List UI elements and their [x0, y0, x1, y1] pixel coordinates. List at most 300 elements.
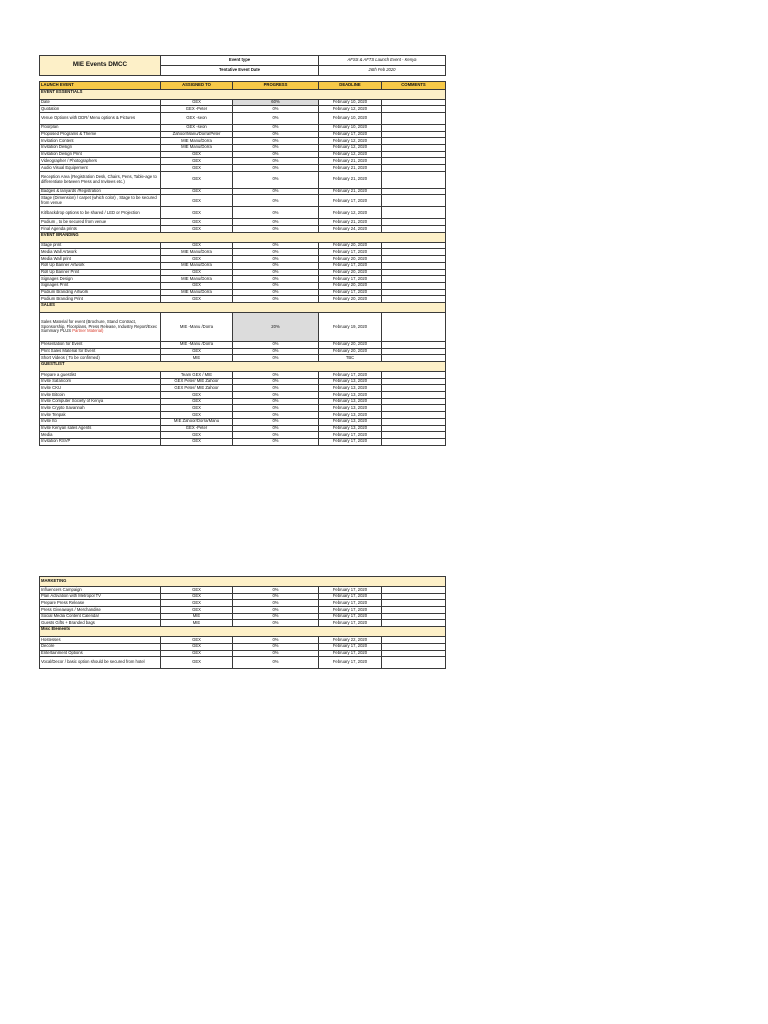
deadline-cell[interactable]: February 13, 2020 — [319, 425, 382, 432]
comments-cell[interactable] — [382, 171, 446, 188]
event-date-label[interactable]: Tentative Event Date — [161, 66, 319, 76]
task-text: Invite Kenyan sales Agents — [41, 425, 92, 431]
deadline-cell[interactable]: February 17, 2020 — [319, 620, 382, 627]
deadline-cell[interactable]: February 17, 2020 — [319, 131, 382, 138]
progress-cell[interactable]: 0% — [233, 341, 319, 348]
task-text: Plan Activation with Metropol TV — [41, 593, 101, 599]
assigned-cell[interactable]: MIE — [161, 355, 233, 362]
task-text: Invite Ito — [41, 418, 57, 424]
comments-cell[interactable] — [382, 188, 446, 195]
deadline-cell[interactable]: February 17, 2020 — [319, 438, 382, 445]
assigned-cell[interactable]: GEX — [161, 593, 233, 600]
comments-cell[interactable] — [382, 418, 446, 425]
task-text: Hostesses — [41, 636, 61, 642]
task-cell[interactable] — [40, 412, 161, 419]
progress-cell[interactable]: 0% — [233, 131, 319, 138]
assigned-cell[interactable]: Zahoor/Manu/Dorra/Peter — [161, 131, 233, 138]
task-text: Reception Area (Registration Desk, Chairs, Pens, Table-age to differentiate between Press and Invitees etc.) — [41, 174, 157, 184]
event-type-label[interactable]: Event type — [161, 56, 319, 66]
progress-cell[interactable]: 0% — [233, 144, 319, 151]
progress-cell[interactable]: 0% — [233, 195, 319, 207]
deadline-cell[interactable]: February 20, 2020 — [319, 282, 382, 289]
progress-cell[interactable]: 0% — [233, 593, 319, 600]
progress-cell[interactable]: 0% — [233, 188, 319, 195]
comments-cell[interactable] — [382, 587, 446, 594]
progress-cell[interactable]: 0% — [233, 249, 319, 256]
task-cell[interactable] — [40, 312, 161, 341]
deadline-cell[interactable]: February 17, 2020 — [319, 195, 382, 207]
assigned-cell[interactable]: GEX — [161, 165, 233, 172]
comments-cell[interactable] — [382, 242, 446, 249]
assigned-cell[interactable]: MIE Manu/Dorra — [161, 249, 233, 256]
task-cell[interactable] — [40, 158, 161, 165]
task-row — [40, 637, 446, 644]
assigned-cell[interactable]: GEX -seon — [161, 112, 233, 124]
progress-cell[interactable]: 0% — [233, 405, 319, 412]
deadline-cell[interactable]: TBC — [319, 355, 382, 362]
task-cell[interactable] — [40, 432, 161, 439]
task-cell[interactable] — [40, 392, 161, 399]
task-cell[interactable] — [40, 138, 161, 145]
comments-cell[interactable] — [382, 269, 446, 276]
assigned-cell[interactable]: GEX — [161, 242, 233, 249]
progress-cell[interactable]: 0% — [233, 296, 319, 303]
deadline-cell[interactable]: February 12, 2020 — [319, 106, 382, 113]
task-cell[interactable] — [40, 607, 161, 614]
task-row — [40, 249, 446, 256]
progress-cell[interactable]: 0% — [233, 289, 319, 296]
deadline-cell[interactable]: February 17, 2020 — [319, 276, 382, 283]
section-title[interactable]: EVENT ESSENTIALS — [40, 89, 446, 99]
task-row — [40, 643, 446, 650]
comments-cell[interactable] — [382, 219, 446, 226]
task-cell[interactable] — [40, 348, 161, 355]
task-row — [40, 312, 446, 341]
deadline-cell[interactable]: February 12, 2020 — [319, 207, 382, 219]
deadline-cell[interactable]: February 17, 2020 — [319, 607, 382, 614]
task-cell[interactable] — [40, 385, 161, 392]
progress-cell[interactable]: 0% — [233, 276, 319, 283]
event-date-value[interactable]: 26th Feb 2020 — [319, 66, 446, 76]
task-cell[interactable] — [40, 620, 161, 627]
deadline-cell[interactable]: February 20, 2020 — [319, 242, 382, 249]
assigned-cell[interactable]: GEX — [161, 188, 233, 195]
task-cell[interactable] — [40, 269, 161, 276]
comments-cell[interactable] — [382, 289, 446, 296]
progress-cell[interactable]: 0% — [233, 355, 319, 362]
deadline-cell[interactable]: February 20, 2020 — [319, 256, 382, 263]
task-cell[interactable] — [40, 151, 161, 158]
assigned-cell[interactable]: MIE -Manu /Dorra — [161, 312, 233, 341]
task-cell[interactable] — [40, 355, 161, 362]
progress-cell[interactable]: 0% — [233, 151, 319, 158]
task-cell[interactable] — [40, 650, 161, 657]
task-cell[interactable] — [40, 398, 161, 405]
task-text: Date — [41, 99, 50, 105]
assigned-cell[interactable]: GEX — [161, 207, 233, 219]
progress-cell[interactable]: 0% — [233, 650, 319, 657]
deadline-cell[interactable]: February 19, 2020 — [319, 312, 382, 341]
assigned-cell[interactable]: GEX — [161, 158, 233, 165]
comments-cell[interactable] — [382, 296, 446, 303]
comments-cell[interactable] — [382, 207, 446, 219]
task-row — [40, 372, 446, 379]
comments-cell[interactable] — [382, 262, 446, 269]
assigned-cell[interactable]: GEX — [161, 99, 233, 106]
task-cell[interactable] — [40, 372, 161, 379]
deadline-cell[interactable]: February 12, 2020 — [319, 138, 382, 145]
comments-cell[interactable] — [382, 341, 446, 348]
assigned-cell[interactable]: GEX — [161, 432, 233, 439]
comments-cell[interactable] — [382, 432, 446, 439]
progress-cell[interactable]: 0% — [233, 637, 319, 644]
section-title[interactable]: MARKETING — [40, 577, 446, 587]
comments-cell[interactable] — [382, 650, 446, 657]
assigned-cell[interactable]: GEX — [161, 650, 233, 657]
comments-cell[interactable] — [382, 620, 446, 627]
task-text: Media Wall Artwork — [41, 248, 77, 254]
assigned-cell[interactable]: GEX — [161, 607, 233, 614]
assigned-cell[interactable]: GEX — [161, 438, 233, 445]
assigned-cell[interactable]: GEX — [161, 637, 233, 644]
task-cell[interactable] — [40, 195, 161, 207]
task-cell[interactable] — [40, 418, 161, 425]
task-text: Invite CKU — [41, 384, 62, 390]
comments-cell[interactable] — [382, 398, 446, 405]
section-title[interactable]: EVENT BRANDING — [40, 232, 446, 242]
task-row — [40, 144, 446, 151]
assigned-cell[interactable]: Team GEX / MIE — [161, 372, 233, 379]
deadline-cell[interactable]: February 22, 2020 — [319, 637, 382, 644]
progress-cell[interactable]: 0% — [233, 425, 319, 432]
comments-cell[interactable] — [382, 392, 446, 399]
task-cell[interactable] — [40, 124, 161, 131]
progress-cell[interactable]: 0% — [233, 165, 319, 172]
task-cell[interactable] — [40, 593, 161, 600]
assigned-cell[interactable]: GEX Peter/ MIE Zahoor — [161, 385, 233, 392]
assigned-cell[interactable]: GEX — [161, 405, 233, 412]
task-cell[interactable] — [40, 165, 161, 172]
progress-cell[interactable]: 0% — [233, 269, 319, 276]
assigned-cell[interactable]: GEX — [161, 256, 233, 263]
assigned-cell[interactable]: MIE — [161, 613, 233, 620]
progress-cell[interactable]: 0% — [233, 620, 319, 627]
section-title[interactable]: SALES — [40, 302, 446, 312]
progress-cell[interactable]: 0% — [233, 385, 319, 392]
task-text: Signages Print — [41, 282, 69, 288]
task-cell[interactable] — [40, 425, 161, 432]
comments-cell[interactable] — [382, 378, 446, 385]
task-cell[interactable] — [40, 99, 161, 106]
comments-cell[interactable] — [382, 312, 446, 341]
deadline-cell[interactable]: February 17, 2020 — [319, 262, 382, 269]
assigned-cell[interactable]: GEX — [161, 643, 233, 650]
task-cell[interactable] — [40, 276, 161, 283]
task-cell[interactable] — [40, 242, 161, 249]
progress-cell[interactable]: 20% — [233, 312, 319, 341]
task-cell[interactable] — [40, 282, 161, 289]
deadline-cell[interactable]: February 12, 2020 — [319, 151, 382, 158]
task-cell[interactable] — [40, 378, 161, 385]
deadline-cell[interactable]: February 20, 2020 — [319, 296, 382, 303]
task-cell[interactable] — [40, 226, 161, 233]
assigned-cell[interactable]: GEX — [161, 392, 233, 399]
assigned-cell[interactable]: MIE Manu/Dorra — [161, 138, 233, 145]
progress-cell[interactable]: 0% — [233, 219, 319, 226]
progress-cell[interactable]: 0% — [233, 171, 319, 188]
comments-cell[interactable] — [382, 99, 446, 106]
deadline-cell[interactable]: February 17, 2020 — [319, 657, 382, 669]
progress-cell[interactable]: 60% — [233, 99, 319, 106]
progress-cell[interactable]: 0% — [233, 158, 319, 165]
assigned-cell[interactable]: MIE Manu/Dorra — [161, 144, 233, 151]
comments-cell[interactable] — [382, 593, 446, 600]
comments-cell[interactable] — [382, 131, 446, 138]
col-header-comments[interactable]: COMMENTS — [382, 82, 446, 90]
comments-cell[interactable] — [382, 282, 446, 289]
task-cell[interactable] — [40, 657, 161, 669]
progress-cell[interactable]: 0% — [233, 124, 319, 131]
task-cell[interactable] — [40, 341, 161, 348]
comments-cell[interactable] — [382, 412, 446, 419]
comments-cell[interactable] — [382, 124, 446, 131]
comments-cell[interactable] — [382, 276, 446, 283]
assigned-cell[interactable]: GEX Peter/ MIE Zahoor — [161, 378, 233, 385]
progress-cell[interactable]: 0% — [233, 613, 319, 620]
assigned-cell[interactable]: MIE -Manu /Dorra — [161, 341, 233, 348]
comments-cell[interactable] — [382, 138, 446, 145]
task-text: Final Agenda prints — [41, 225, 77, 231]
deadline-cell[interactable]: February 10, 2020 — [319, 112, 382, 124]
deadline-cell[interactable]: February 13, 2020 — [319, 405, 382, 412]
assigned-cell[interactable]: GEX — [161, 657, 233, 669]
assigned-cell[interactable]: GEX — [161, 226, 233, 233]
assigned-cell[interactable]: GEX — [161, 296, 233, 303]
comments-cell[interactable] — [382, 165, 446, 172]
assigned-cell[interactable]: GEX — [161, 600, 233, 607]
deadline-cell[interactable]: February 17, 2020 — [319, 650, 382, 657]
col-header-assigned[interactable]: ASSIGNED TO — [161, 82, 233, 90]
comments-cell[interactable] — [382, 643, 446, 650]
comments-cell[interactable] — [382, 637, 446, 644]
assigned-cell[interactable]: MIE Zahoor/Dorra/Manu — [161, 418, 233, 425]
comments-cell[interactable] — [382, 151, 446, 158]
col-header-progress[interactable]: PROGRESS — [233, 82, 319, 90]
assigned-cell[interactable]: GEX — [161, 219, 233, 226]
task-cell[interactable] — [40, 171, 161, 188]
assigned-cell[interactable]: GEX — [161, 171, 233, 188]
progress-cell[interactable]: 0% — [233, 657, 319, 669]
task-text: Social Media Content Calendar — [41, 613, 99, 619]
assigned-cell[interactable]: GEX -Peter — [161, 425, 233, 432]
assigned-cell[interactable]: MIE Manu/Dorra — [161, 289, 233, 296]
task-cell[interactable] — [40, 296, 161, 303]
task-cell[interactable] — [40, 106, 161, 113]
task-cell[interactable] — [40, 438, 161, 445]
task-row — [40, 593, 446, 600]
deadline-cell[interactable]: February 13, 2020 — [319, 392, 382, 399]
company-title[interactable]: MIE Events DMCC — [40, 56, 161, 76]
comments-cell[interactable] — [382, 372, 446, 379]
assigned-cell[interactable]: MIE Manu/Dorra — [161, 262, 233, 269]
task-cell[interactable] — [40, 637, 161, 644]
deadline-cell[interactable]: February 17, 2020 — [319, 372, 382, 379]
progress-cell[interactable]: 0% — [233, 106, 319, 113]
deadline-cell[interactable]: February 24, 2020 — [319, 226, 382, 233]
task-row — [40, 398, 446, 405]
assigned-cell[interactable]: GEX — [161, 398, 233, 405]
comments-cell[interactable] — [382, 106, 446, 113]
deadline-cell[interactable]: February 17, 2020 — [319, 587, 382, 594]
col-header-deadline[interactable]: DEADLINE — [319, 82, 382, 90]
comments-cell[interactable] — [382, 256, 446, 263]
task-cell[interactable] — [40, 188, 161, 195]
comments-cell[interactable] — [382, 613, 446, 620]
comments-cell[interactable] — [382, 405, 446, 412]
deadline-cell[interactable]: February 17, 2020 — [319, 249, 382, 256]
deadline-cell[interactable]: February 21, 2020 — [319, 188, 382, 195]
progress-cell[interactable]: 0% — [233, 348, 319, 355]
progress-cell[interactable]: 0% — [233, 226, 319, 233]
assigned-cell[interactable]: GEX — [161, 282, 233, 289]
comments-cell[interactable] — [382, 438, 446, 445]
assigned-cell[interactable]: GEX — [161, 269, 233, 276]
deadline-cell[interactable]: February 13, 2020 — [319, 385, 382, 392]
task-cell[interactable] — [40, 207, 161, 219]
progress-cell[interactable]: 0% — [233, 282, 319, 289]
comments-cell[interactable] — [382, 607, 446, 614]
section-title[interactable]: GUESTLIST — [40, 362, 446, 372]
deadline-cell[interactable]: February 17, 2020 — [319, 613, 382, 620]
section-header-marketing — [40, 577, 446, 587]
deadline-cell[interactable]: February 21, 2020 — [319, 158, 382, 165]
deadline-cell[interactable]: February 13, 2020 — [319, 378, 382, 385]
assigned-cell[interactable]: MIE Manu/Dorra — [161, 276, 233, 283]
progress-cell[interactable]: 0% — [233, 587, 319, 594]
progress-cell[interactable]: 0% — [233, 372, 319, 379]
deadline-cell[interactable]: February 20, 2020 — [319, 348, 382, 355]
deadline-cell[interactable]: February 12, 2020 — [319, 144, 382, 151]
task-text: Videographer / Photographers — [41, 157, 98, 163]
deadline-cell[interactable]: February 21, 2020 — [319, 219, 382, 226]
comments-cell[interactable] — [382, 158, 446, 165]
assigned-cell[interactable]: GEX — [161, 348, 233, 355]
deadline-cell[interactable]: February 10, 2020 — [319, 99, 382, 106]
deadline-cell[interactable]: February 17, 2020 — [319, 600, 382, 607]
task-row — [40, 607, 446, 614]
section-title[interactable]: Misc Elements — [40, 627, 446, 637]
event-planner-sheet — [39, 55, 445, 446]
assigned-cell[interactable]: GEX — [161, 151, 233, 158]
assigned-cell[interactable]: GEX — [161, 412, 233, 419]
progress-cell[interactable]: 0% — [233, 643, 319, 650]
deadline-cell[interactable]: February 20, 2020 — [319, 341, 382, 348]
deadline-cell[interactable]: February 21, 2020 — [319, 171, 382, 188]
deadline-cell[interactable]: February 13, 2020 — [319, 418, 382, 425]
assigned-cell[interactable]: GEX -seon — [161, 124, 233, 131]
assigned-cell[interactable]: GEX — [161, 587, 233, 594]
task-row — [40, 124, 446, 131]
event-type-value[interactable]: AFSS & AFTS Launch Event - Kenya — [319, 56, 446, 66]
progress-cell[interactable]: 0% — [233, 438, 319, 445]
task-cell[interactable] — [40, 613, 161, 620]
task-cell[interactable] — [40, 219, 161, 226]
comments-cell[interactable] — [382, 385, 446, 392]
comments-cell[interactable] — [382, 226, 446, 233]
progress-cell[interactable]: 0% — [233, 138, 319, 145]
deadline-cell[interactable]: February 21, 2020 — [319, 165, 382, 172]
task-row — [40, 385, 446, 392]
progress-cell[interactable]: 0% — [233, 412, 319, 419]
task-row — [40, 289, 446, 296]
comments-cell[interactable] — [382, 355, 446, 362]
comments-cell[interactable] — [382, 600, 446, 607]
deadline-cell[interactable]: February 17, 2020 — [319, 432, 382, 439]
progress-cell[interactable]: 0% — [233, 112, 319, 124]
deadline-cell[interactable]: February 20, 2020 — [319, 269, 382, 276]
deadline-cell[interactable]: February 17, 2020 — [319, 643, 382, 650]
assigned-cell[interactable]: GEX -Peter — [161, 106, 233, 113]
comments-cell[interactable] — [382, 112, 446, 124]
progress-cell[interactable]: 0% — [233, 256, 319, 263]
progress-cell[interactable]: 0% — [233, 262, 319, 269]
col-header-launch-event[interactable]: LAUNCH EVENT — [40, 82, 161, 90]
task-row — [40, 282, 446, 289]
task-cell[interactable] — [40, 405, 161, 412]
comments-cell[interactable] — [382, 425, 446, 432]
comments-cell[interactable] — [382, 348, 446, 355]
task-cell[interactable] — [40, 144, 161, 151]
task-cell[interactable] — [40, 256, 161, 263]
task-row — [40, 378, 446, 385]
section-header-event-branding — [40, 232, 446, 242]
task-cell[interactable] — [40, 600, 161, 607]
task-cell[interactable] — [40, 587, 161, 594]
marketing-table — [39, 576, 446, 669]
task-row — [40, 392, 446, 399]
task-cell[interactable] — [40, 289, 161, 296]
progress-cell[interactable]: 0% — [233, 207, 319, 219]
section-header-misc-elements — [40, 627, 446, 637]
progress-cell[interactable]: 0% — [233, 392, 319, 399]
progress-cell[interactable]: 0% — [233, 607, 319, 614]
comments-cell[interactable] — [382, 249, 446, 256]
deadline-cell[interactable]: February 17, 2020 — [319, 593, 382, 600]
comments-cell[interactable] — [382, 195, 446, 207]
task-cell[interactable] — [40, 249, 161, 256]
progress-cell[interactable]: 0% — [233, 398, 319, 405]
progress-cell[interactable]: 0% — [233, 418, 319, 425]
comments-cell[interactable] — [382, 144, 446, 151]
deadline-cell[interactable]: February 13, 2020 — [319, 398, 382, 405]
comments-cell[interactable] — [382, 657, 446, 669]
task-cell[interactable] — [40, 262, 161, 269]
progress-cell[interactable]: 0% — [233, 378, 319, 385]
progress-cell[interactable]: 0% — [233, 242, 319, 249]
task-cell[interactable] — [40, 643, 161, 650]
task-row — [40, 438, 446, 445]
task-cell[interactable] — [40, 112, 161, 124]
task-text: Decore — [41, 643, 55, 649]
assigned-cell[interactable]: MIE — [161, 620, 233, 627]
deadline-cell[interactable]: February 13, 2020 — [319, 412, 382, 419]
progress-cell[interactable]: 0% — [233, 600, 319, 607]
task-cell[interactable] — [40, 131, 161, 138]
progress-cell[interactable]: 0% — [233, 432, 319, 439]
deadline-cell[interactable]: February 10, 2020 — [319, 124, 382, 131]
deadline-cell[interactable]: February 17, 2020 — [319, 289, 382, 296]
assigned-cell[interactable]: GEX — [161, 195, 233, 207]
